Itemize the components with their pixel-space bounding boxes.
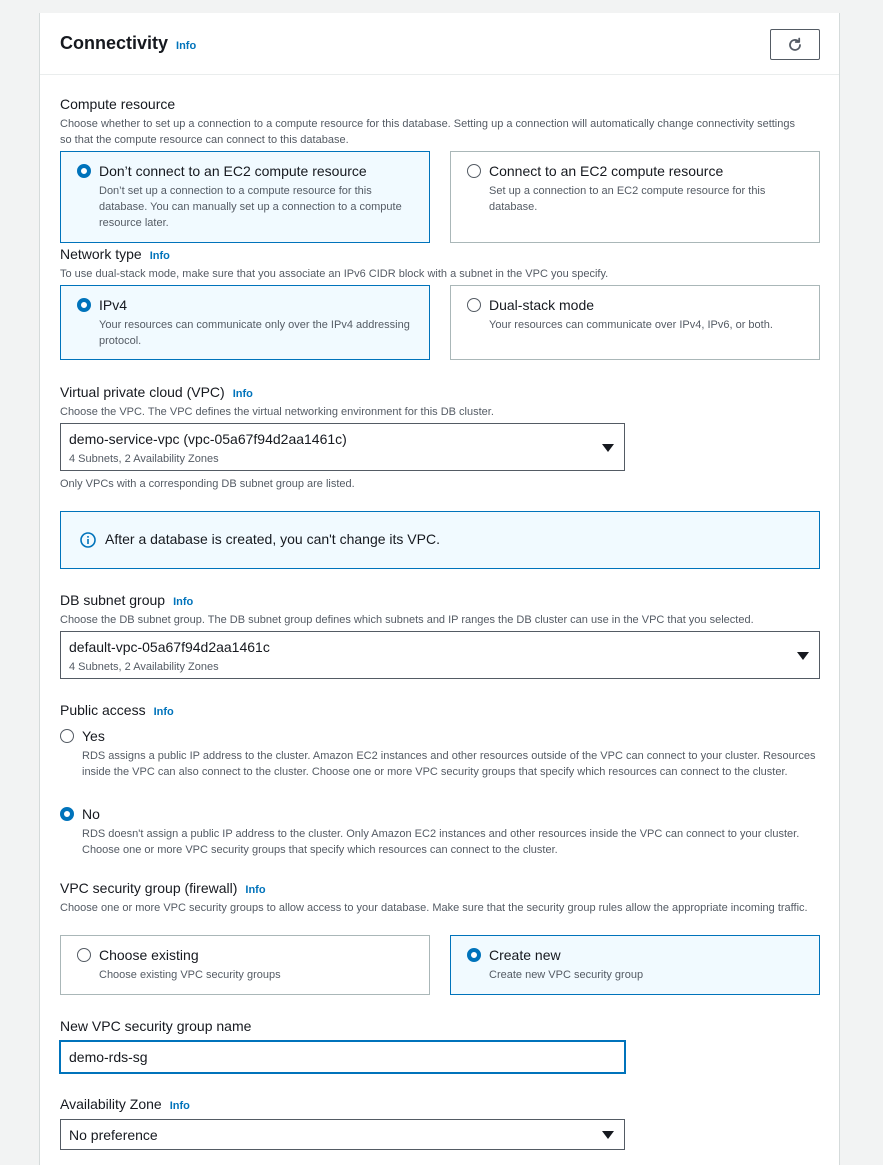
network-option-ipv4[interactable] [60,285,430,360]
subnet-info-link[interactable]: Info [173,596,194,608]
connectivity-panel [39,13,840,1165]
option-title: Create new [489,947,561,963]
option-desc: Create new VPC security group [489,969,644,981]
refresh-button[interactable] [770,29,820,60]
section-info-link[interactable]: Info [176,40,197,52]
public-info-link[interactable]: Info [153,706,174,718]
network-desc: To use dual-stack mode, make sure that you associate an IPv6 CIDR block with a subnet in the VPC you specify. [60,268,609,280]
compute-desc: Choose whether to set up a connection to a compute resource for this database. Setting up a connection will automatically change connectivity settings so that the compute resource can connect to this database. [60,118,795,146]
sg-desc: Choose one or more VPC security groups to allow access to your database. Make sure that the security group rules allow the appropriate incoming traffic. [60,902,808,914]
network-info-link[interactable]: Info [149,250,170,262]
public-label-text: Public access [60,702,146,718]
compute-label: Compute resource [60,96,176,112]
option-title: Connect to an EC2 compute resource [489,163,724,179]
compute-option-connect[interactable] [450,151,820,243]
subnet-select-sub: 4 Subnets, 2 Availability Zones [69,661,219,673]
option-desc: Set up a connection to an EC2 compute resource for this database. [489,185,766,213]
section-title [60,33,196,54]
refresh-icon [787,37,803,53]
sg-label-text: VPC security group (firewall) [60,880,238,896]
option-desc: Your resources can communicate over IPv4, IPv6, or both. [489,319,773,331]
az-label [60,1096,190,1112]
option-desc: Choose existing VPC security groups [99,969,281,981]
vpc-desc: Choose the VPC. The VPC defines the virtual networking environment for this DB cluster. [60,406,494,418]
compute-option-dont-connect[interactable] [60,151,430,243]
network-label [60,246,170,262]
vpc-select-value: demo-service-vpc (vpc-05a67f94d2aa1461c) [69,431,347,447]
az-info-link[interactable]: Info [169,1100,190,1112]
vpc-select-sub: 4 Subnets, 2 Availability Zones [69,453,219,465]
sg-label [60,880,266,896]
caret-down-icon [797,652,809,660]
public-no-label[interactable]: No [82,806,100,822]
subnet-label-text: DB subnet group [60,592,166,608]
radio-dual-stack[interactable] [467,298,481,312]
public-yes-label[interactable]: Yes [82,728,105,744]
sg-option-existing[interactable] [60,935,430,995]
network-label-text: Network type [60,246,142,262]
sgname-input[interactable] [60,1041,625,1073]
subnet-select-value: default-vpc-05a67f94d2aa1461c [69,639,270,655]
option-desc: Your resources can communicate only over the IPv4 addressing protocol. [99,319,410,347]
radio-public-no[interactable] [60,807,74,821]
option-desc: Don’t set up a connection to a compute resource for this database. You can manually set up a connection to a compute resource later. [99,185,402,229]
caret-down-icon [602,444,614,452]
public-yes-desc: RDS assigns a public IP address to the cluster. Amazon EC2 instances and other resources outside of the VPC can connect to your cluster. Resources inside the VPC can also connect to the cluster. Choose one or more VPC security groups that specify which resources can connect to the cluster. [82,750,816,778]
vpc-select[interactable] [60,423,625,471]
vpc-label-text: Virtual private cloud (VPC) [60,384,225,400]
caret-down-icon [602,1131,614,1139]
az-label-text: Availability Zone [60,1096,162,1112]
option-title: Dual-stack mode [489,297,595,313]
network-option-dual-stack[interactable] [450,285,820,360]
vpc-label [60,384,253,400]
radio-create-new[interactable] [467,948,481,962]
subnet-select[interactable] [60,631,820,679]
sg-info-link[interactable]: Info [245,884,266,896]
radio-dont-connect[interactable] [77,164,91,178]
radio-connect[interactable] [467,164,481,178]
option-title: Don’t connect to an EC2 compute resource [99,163,367,179]
subnet-label [60,592,193,608]
radio-ipv4[interactable] [77,298,91,312]
option-title: Choose existing [99,947,199,963]
sgname-label: New VPC security group name [60,1018,252,1034]
radio-public-yes[interactable] [60,729,74,743]
radio-choose-existing[interactable] [77,948,91,962]
sg-option-create-new[interactable] [450,935,820,995]
info-icon [80,532,96,548]
panel-header [40,13,839,75]
az-select[interactable] [60,1119,625,1150]
vpc-info-alert [60,511,820,569]
section-title-text: Connectivity [60,33,169,53]
option-title: IPv4 [99,297,128,313]
subnet-desc: Choose the DB subnet group. The DB subnet group defines which subnets and IP ranges the DB cluster can use in the VPC that you selected. [60,614,754,626]
az-select-value: No preference [69,1127,158,1143]
alert-text: After a database is created, you can't change its VPC. [105,531,440,547]
public-label [60,702,174,718]
public-no-desc: RDS doesn't assign a public IP address to the cluster. Only Amazon EC2 instances and other resources inside the VPC can connect to your cluster. Choose one or more VPC security groups that specify which resources can connect to the cluster. [82,828,800,856]
vpc-info-link[interactable]: Info [232,388,253,400]
vpc-hint: Only VPCs with a corresponding DB subnet group are listed. [60,478,355,490]
